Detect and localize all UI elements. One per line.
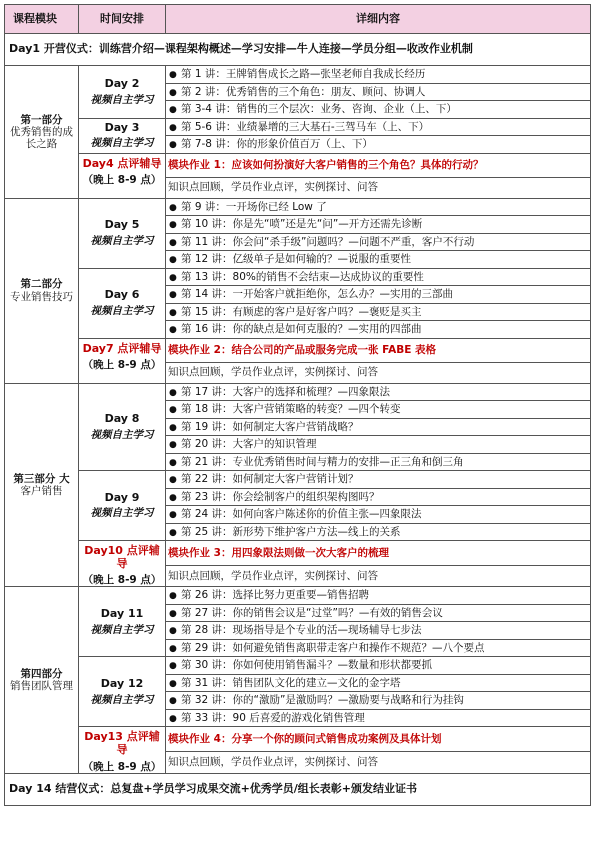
module-subtitle: 客户销售 — [20, 484, 63, 497]
lecture-text: 第 15 讲：有顾虑的客户是好客户吗？—褒贬是买主 — [181, 305, 422, 318]
lecture-text: 第 9 讲：一开场你已经 Low 了 — [181, 200, 327, 213]
module-cell — [5, 383, 79, 587]
lecture-item — [166, 523, 591, 541]
lecture-text: 第 14 讲：一开始客户就拒绝你，怎么办？—实用的三部曲 — [181, 288, 454, 301]
lecture-text: 第 20 讲：大客户的知识管理 — [181, 438, 317, 451]
lecture-text: 第 32 讲：你的“激励”是激励吗？—激励要与战略和行为挂钩 — [181, 694, 464, 707]
review-row — [5, 338, 591, 362]
day-cell — [79, 657, 166, 727]
review-time: （晚上 8-9 点） — [82, 174, 162, 187]
bullet-icon: ● — [169, 405, 177, 416]
module-homework: 模块作业 1：应该如何扮演好大客户销售的三个角色？具体的行动？ — [166, 153, 591, 177]
lecture-text: 第 23 讲：你会绘制客户的组织架构图吗？ — [181, 490, 380, 503]
lecture-item — [166, 101, 591, 119]
lecture-row — [5, 471, 591, 489]
bullet-icon: ● — [169, 661, 177, 672]
lecture-item — [166, 622, 591, 640]
day-cell — [79, 268, 166, 338]
self-study-label: 视频自主学习 — [90, 623, 154, 636]
bullet-icon: ● — [169, 457, 177, 468]
day-cell — [79, 118, 166, 153]
lecture-text: 第 17 讲：大客户的选择和梳理？—四象限法 — [181, 385, 391, 398]
bullet-icon: ● — [169, 140, 177, 151]
lecture-item — [166, 233, 591, 251]
lecture-row — [5, 118, 591, 136]
lecture-text: 第 24 讲：如何向客户陈述你的价值主张—四象限法 — [181, 508, 422, 521]
lecture-item — [166, 251, 591, 269]
bullet-icon: ● — [169, 475, 177, 486]
lecture-item — [166, 604, 591, 622]
bullet-icon: ● — [169, 527, 177, 538]
lecture-text: 第 18 讲：大客户营销策略的转变？—四个转变 — [181, 403, 401, 416]
bullet-icon: ● — [169, 678, 177, 689]
self-study-label: 视频自主学习 — [90, 428, 154, 441]
day-label: Day 2 — [104, 76, 140, 90]
lecture-text: 第 19 讲：如何制定大客户营销战略？ — [181, 420, 359, 433]
lecture-text: 第 25 讲：新形势下维护客户方法—线上的关系 — [181, 525, 401, 538]
header-details: 详细内容 — [166, 5, 591, 34]
bullet-icon: ● — [169, 626, 177, 637]
lecture-text: 第 13 讲：80%的销售不会结束—达成协议的重要性 — [181, 270, 424, 283]
bullet-icon: ● — [169, 105, 177, 116]
lecture-text: 第 1 讲：王牌销售成长之路—张坚老师自我成长经历 — [181, 68, 426, 81]
day-label: Day 11 — [100, 606, 144, 620]
lecture-item — [166, 198, 591, 216]
day-cell — [79, 587, 166, 657]
lecture-item — [166, 692, 591, 710]
bullet-icon: ● — [169, 87, 177, 98]
self-study-label: 视频自主学习 — [90, 93, 154, 106]
closing-row — [5, 773, 591, 805]
self-study-label: 视频自主学习 — [90, 234, 154, 247]
lecture-text: 第 33 讲：90 后喜爱的游戏化销售管理 — [181, 711, 365, 724]
lecture-item — [166, 471, 591, 489]
bullet-icon: ● — [169, 713, 177, 724]
lecture-text: 第 16 讲：你的缺点是如何克服的？—实用的四部曲 — [181, 323, 422, 336]
bullet-icon: ● — [169, 255, 177, 266]
module-homework: 模块作业 3：用四象限法则做一次大客户的梳理 — [166, 541, 591, 566]
lecture-item — [166, 83, 591, 101]
lecture-text: 第 22 讲：如何制定大客户营销计划？ — [181, 473, 359, 486]
lecture-text: 第 27 讲：你的销售会议是“过堂”吗？—有效的销售会议 — [181, 606, 443, 619]
module-title: 第一部分 — [20, 113, 63, 126]
lecture-row — [5, 587, 591, 605]
module-subtitle: 销售团队管理 — [10, 680, 73, 693]
module-cell — [5, 66, 79, 199]
review-cell — [79, 727, 166, 773]
bullet-icon: ● — [169, 387, 177, 398]
lecture-text: 第 21 讲：专业优秀销售时间与精力的安排—正三角和倒三角 — [181, 455, 464, 468]
lecture-row — [5, 657, 591, 675]
day-cell — [79, 383, 166, 471]
lecture-text: 第 31 讲：销售团队文化的建立—文化的金字塔 — [181, 676, 401, 689]
review-day-label: Day13 点评辅导 — [84, 730, 160, 756]
module-title: 第四部分 — [20, 667, 63, 680]
bullet-icon: ● — [169, 643, 177, 654]
bullet-icon: ● — [169, 608, 177, 619]
module-homework: 模块作业 2：结合公司的产品或服务完成一张 FABE 表格 — [166, 338, 591, 362]
module-subtitle: 优秀销售的成长之路 — [10, 125, 73, 150]
bullet-icon: ● — [169, 122, 177, 133]
module-title: 第二部分 — [20, 278, 63, 291]
review-row — [5, 541, 591, 566]
review-cell — [79, 541, 166, 587]
lecture-text: 第 30 讲：你如何使用销售漏斗？—数量和形状都要抓 — [181, 659, 433, 672]
module-title: 第三部分 大 — [13, 472, 70, 485]
review-time: （晚上 8-9 点） — [82, 574, 162, 587]
lecture-item — [166, 401, 591, 419]
review-row — [5, 153, 591, 177]
lecture-item — [166, 639, 591, 657]
lecture-item — [166, 418, 591, 436]
review-time: （晚上 8-9 点） — [82, 760, 162, 773]
lecture-item — [166, 657, 591, 675]
day-label: Day 3 — [104, 120, 140, 134]
day-label: Day 8 — [104, 411, 140, 425]
lecture-item — [166, 321, 591, 339]
module-subtitle: 专业销售技巧 — [10, 290, 73, 303]
review-description: 知识点回顾，学员作业点评，实例探讨、问答 — [166, 752, 591, 774]
bullet-icon: ● — [169, 202, 177, 213]
review-description: 知识点回顾，学员作业点评，实例探讨、问答 — [166, 565, 591, 587]
lecture-item — [166, 436, 591, 454]
self-study-label: 视频自主学习 — [90, 693, 154, 706]
lecture-item — [166, 66, 591, 84]
self-study-label: 视频自主学习 — [90, 507, 154, 520]
lecture-item — [166, 303, 591, 321]
bullet-icon: ● — [169, 272, 177, 283]
bullet-icon: ● — [169, 591, 177, 602]
day-label: Day 6 — [104, 288, 140, 302]
schedule-body — [5, 34, 591, 806]
header-module: 课程模块 — [5, 5, 79, 34]
module-cell — [5, 587, 79, 773]
lecture-item — [166, 587, 591, 605]
lecture-item — [166, 453, 591, 471]
course-schedule-table — [4, 4, 591, 806]
review-day-label: Day7 点评辅导 — [82, 341, 162, 355]
day-cell — [79, 471, 166, 541]
review-cell — [79, 153, 166, 198]
day-cell — [79, 66, 166, 119]
day-cell — [79, 198, 166, 268]
lecture-item — [166, 286, 591, 304]
header-row — [5, 5, 591, 34]
review-day-label: Day4 点评辅导 — [82, 156, 162, 170]
opening-row — [5, 34, 591, 66]
closing-ceremony: Day 14 结营仪式：总复盘+学员学习成果交流+优秀学员/组长表彰+颁发结业证书 — [5, 773, 591, 805]
lecture-item — [166, 268, 591, 286]
lecture-text: 第 26 讲：选择比努力更重要—销售招聘 — [181, 589, 370, 602]
lecture-text: 第 3-4 讲：销售的三个层次：业务、咨询、企业（上、下） — [181, 103, 457, 116]
bullet-icon: ● — [169, 237, 177, 248]
review-time: （晚上 8-9 点） — [82, 359, 162, 372]
lecture-text: 第 29 讲：如何避免销售离职带走客户和操作不规范？—八个要点 — [181, 641, 485, 654]
opening-ceremony: Day1 开营仪式：训练营介绍—课程架构概述—学习安排—牛人连接—学员分组—收改作业机制 — [5, 34, 591, 66]
lecture-text: 第 10 讲：你是先“喷”还是先“问”—开方还需先诊断 — [181, 218, 423, 231]
lecture-text: 第 11 讲：你会问“杀手级”问题吗？—问题不严重，客户不行动 — [181, 235, 475, 248]
lecture-row — [5, 383, 591, 401]
bullet-icon: ● — [169, 422, 177, 433]
review-description: 知识点回顾，学员作业点评，实例探讨、问答 — [166, 362, 591, 383]
lecture-item — [166, 216, 591, 234]
self-study-label: 视频自主学习 — [90, 137, 154, 150]
lecture-item — [166, 118, 591, 136]
review-cell — [79, 338, 166, 383]
lecture-row — [5, 198, 591, 216]
bullet-icon: ● — [169, 510, 177, 521]
lecture-item — [166, 383, 591, 401]
header-schedule: 时间安排 — [79, 5, 166, 34]
lecture-row — [5, 66, 591, 84]
review-row — [5, 727, 591, 752]
lecture-text: 第 12 讲：亿级单子是如何输的？—说服的重要性 — [181, 253, 412, 266]
self-study-label: 视频自主学习 — [90, 304, 154, 317]
bullet-icon: ● — [169, 440, 177, 451]
bullet-icon: ● — [169, 696, 177, 707]
lecture-item — [166, 674, 591, 692]
lecture-item — [166, 488, 591, 506]
bullet-icon: ● — [169, 492, 177, 503]
module-cell — [5, 198, 79, 383]
lecture-item — [166, 136, 591, 154]
lecture-row — [5, 268, 591, 286]
module-homework: 模块作业 4：分享一个你的顾问式销售成功案例及具体计划 — [166, 727, 591, 752]
lecture-item — [166, 709, 591, 727]
day-label: Day 9 — [104, 490, 140, 504]
lecture-item — [166, 506, 591, 524]
bullet-icon: ● — [169, 325, 177, 336]
day-label: Day 5 — [104, 218, 140, 232]
day-label: Day 12 — [100, 676, 144, 690]
bullet-icon: ● — [169, 290, 177, 301]
lecture-text: 第 5-6 讲：业绩暴增的三大基石-三驾马车（上、下） — [181, 120, 430, 133]
review-day-label: Day10 点评辅导 — [84, 544, 160, 570]
lecture-text: 第 7-8 讲：你的形象价值百万（上、下） — [181, 138, 373, 151]
lecture-text: 第 2 讲：优秀销售的三个角色：朋友、顾问、协调人 — [181, 85, 426, 98]
bullet-icon: ● — [169, 220, 177, 231]
review-description: 知识点回顾，学员作业点评，实例探讨、问答 — [166, 177, 591, 198]
bullet-icon: ● — [169, 307, 177, 318]
bullet-icon: ● — [169, 70, 177, 81]
lecture-text: 第 28 讲：现场指导是个专业的活—现场辅导七步法 — [181, 624, 422, 637]
